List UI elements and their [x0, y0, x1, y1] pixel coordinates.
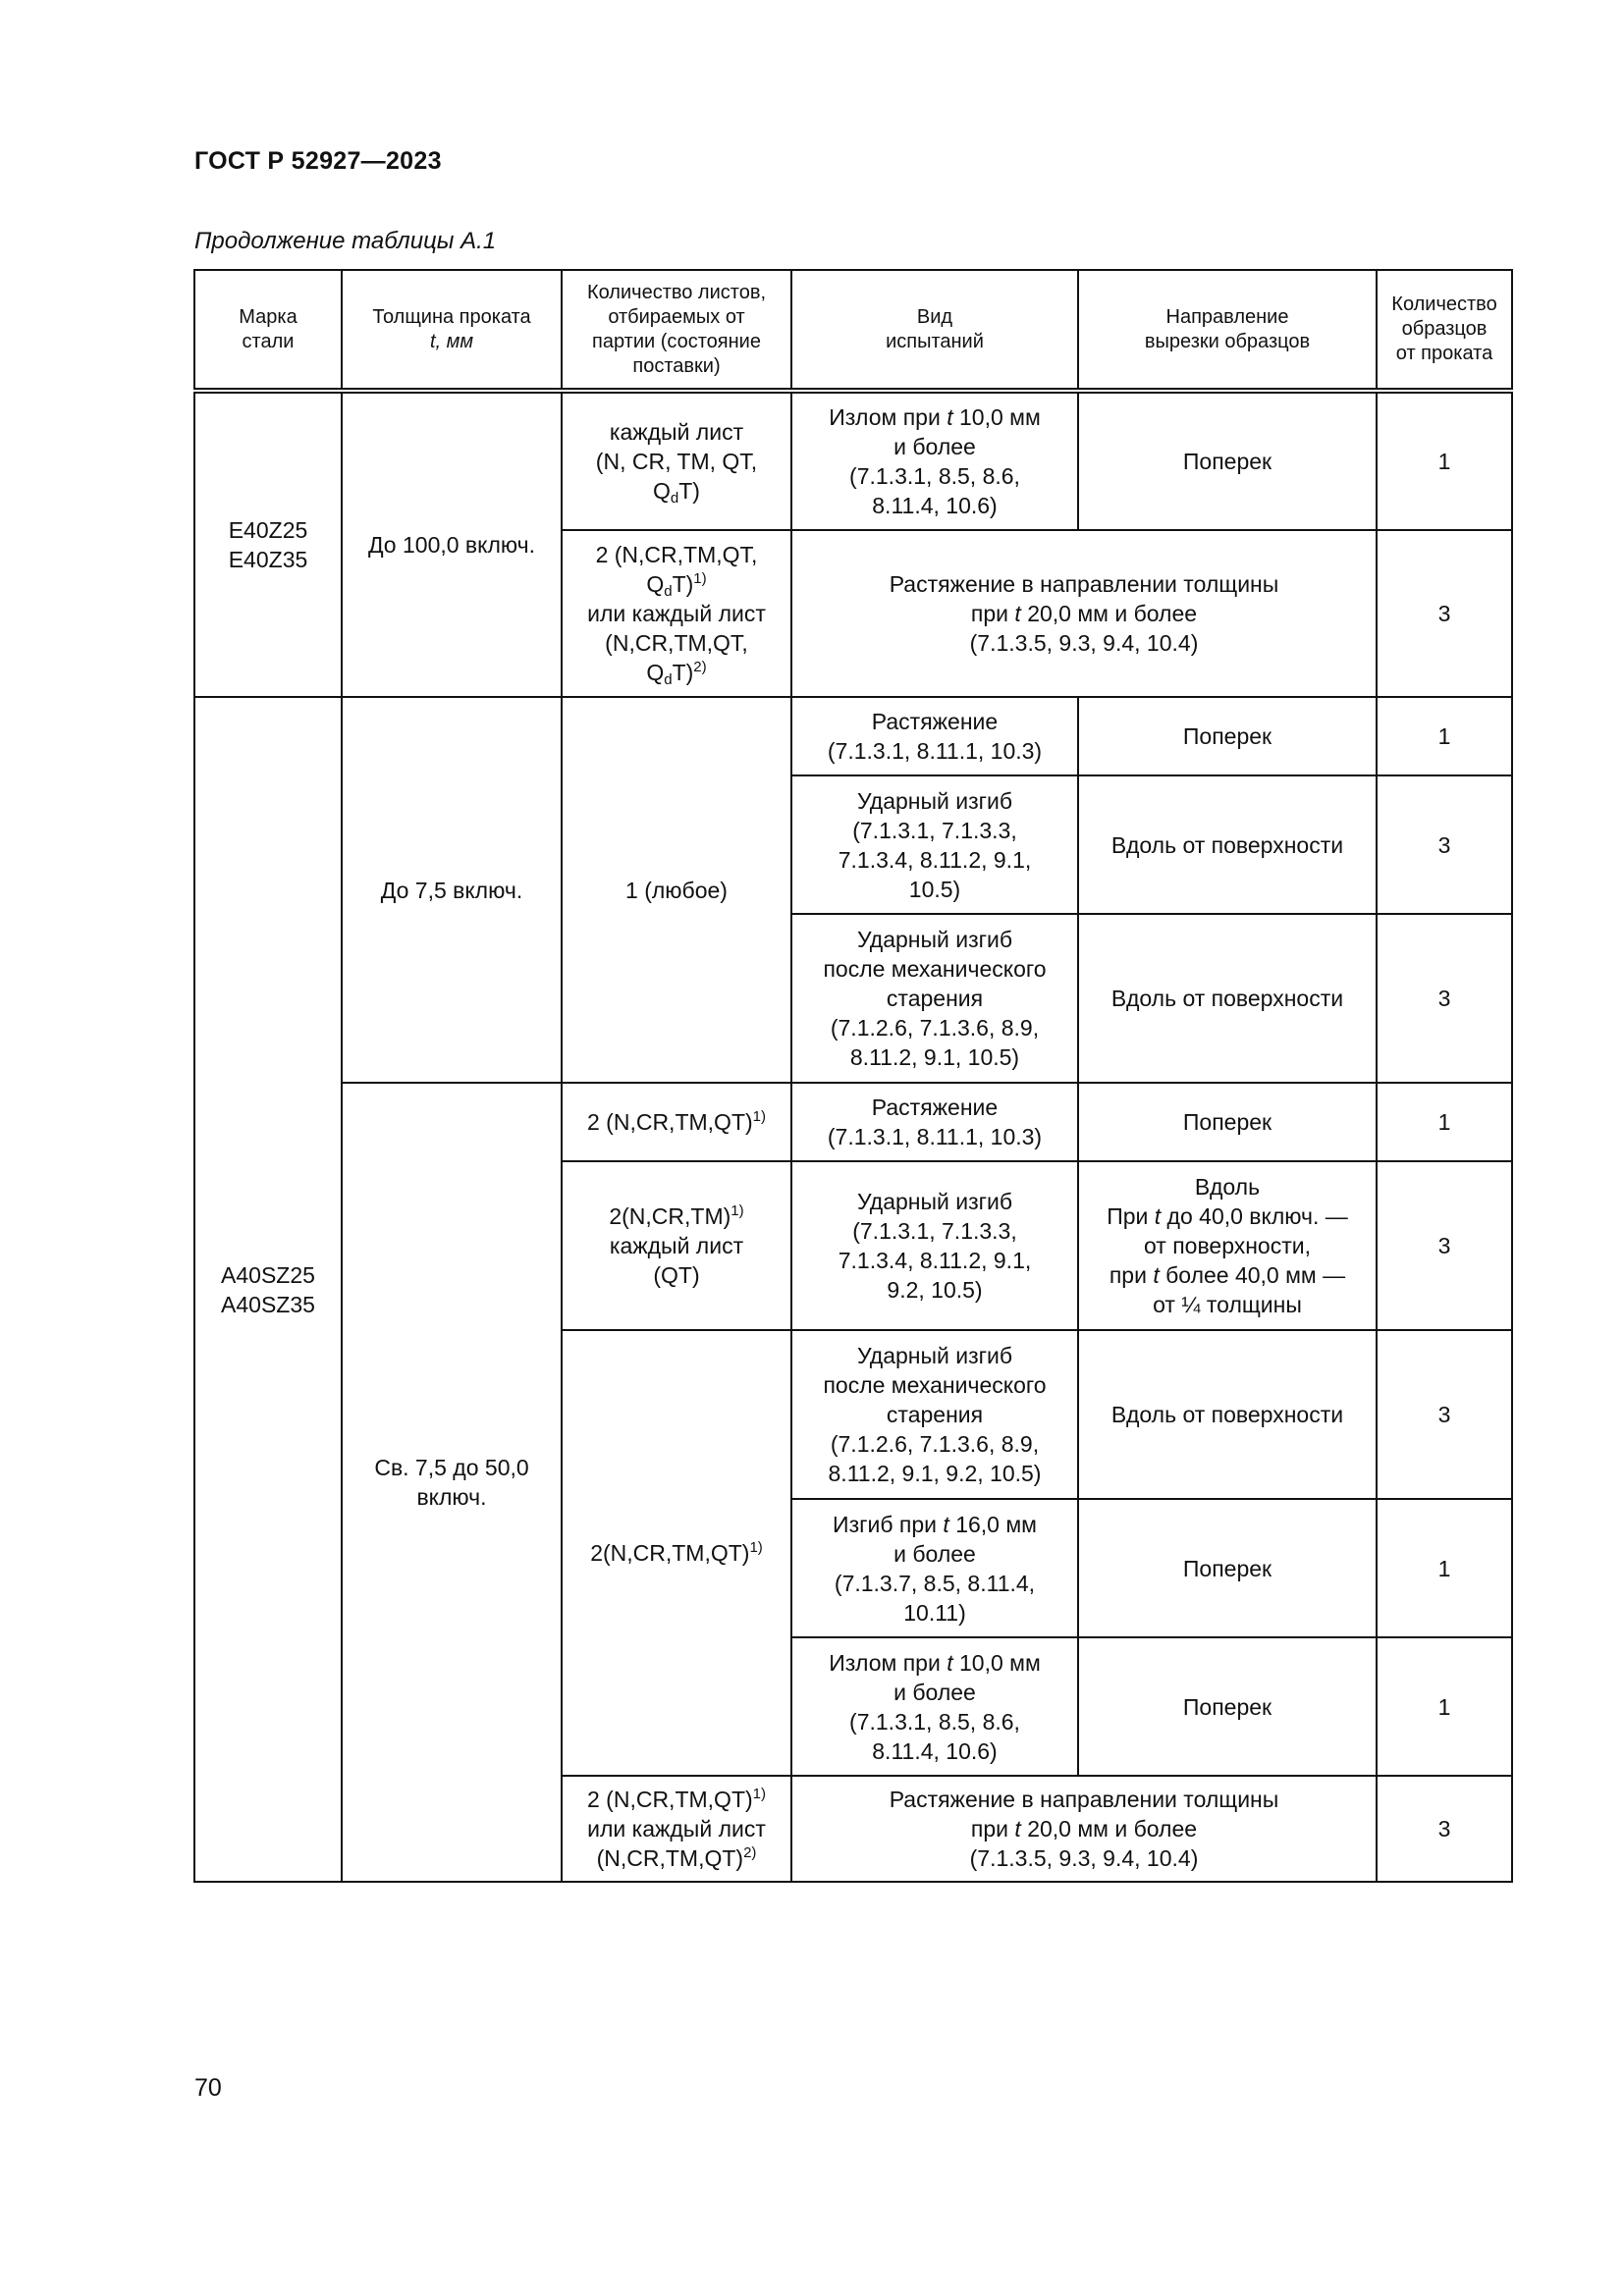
cell-sheets: $2(N,CR,TM)^{1)}$ каждый лист (QT): [562, 1161, 791, 1330]
cell-test: Растяжение (7.1.3.1, 8.11.1, 10.3): [791, 697, 1078, 775]
cell-direction: Вдоль от поверхности: [1078, 1330, 1377, 1499]
cell-count: 3: [1377, 1776, 1512, 1882]
cell-count: 3: [1377, 914, 1512, 1083]
table-row: [194, 1083, 1512, 1161]
cell-sheets: 1 (любое): [562, 697, 791, 1083]
cell-thickness: До 7,5 включ.: [342, 697, 562, 1083]
cell-count: 3: [1377, 530, 1512, 697]
cell-test: Ударный изгиб (7.1.3.1, 7.1.3.3, 7.1.3.4, 8.11.2, 9.1, 9.2, 10.5): [791, 1161, 1078, 1330]
cell-sheets: каждый лист (N, CR, TM, QT, $Q_dT$): [562, 391, 791, 530]
cell-count: 3: [1377, 1330, 1512, 1499]
test-requirements-table: [193, 269, 1513, 1883]
header-thickness: Толщина проката t, мм: [342, 270, 562, 391]
cell-test: Изгиб при t 16,0 мм и более (7.1.3.7, 8.5, 8.11.4, 10.11): [791, 1499, 1078, 1637]
cell-test: Ударный изгиб после механического старения (7.1.2.6, 7.1.3.6, 8.9, 8.11.2, 9.1, 10.5): [791, 914, 1078, 1083]
cell-test: Растяжение в направлении толщины при t 20,0 мм и более (7.1.3.5, 9.3, 9.4, 10.4): [791, 1776, 1377, 1882]
cell-grade: E40Z25 E40Z35: [194, 391, 342, 697]
cell-count: 3: [1377, 1161, 1512, 1330]
cell-test: Растяжение (7.1.3.1, 8.11.1, 10.3): [791, 1083, 1078, 1161]
cell-count: 1: [1377, 1499, 1512, 1637]
cell-count: 1: [1377, 391, 1512, 530]
cell-count: 1: [1377, 697, 1512, 775]
cell-sheets: $2(N,CR,TM,QT)^{1)}$: [562, 1330, 791, 1776]
table-header-row: [194, 270, 1512, 391]
cell-test: Излом при t 10,0 мм и более (7.1.3.1, 8.5, 8.6, 8.11.4, 10.6): [791, 1637, 1078, 1776]
cell-direction: Вдоль При t до 40,0 включ. — от поверхности, при t более 40,0 мм — от ¼ толщины: [1078, 1161, 1377, 1330]
cell-thickness: До 100,0 включ.: [342, 391, 562, 697]
cell-direction: Вдоль от поверхности: [1078, 775, 1377, 914]
cell-test: Ударный изгиб после механического старения (7.1.2.6, 7.1.3.6, 8.9, 8.11.2, 9.1, 9.2, 10.5): [791, 1330, 1078, 1499]
cell-grade: A40SZ25 A40SZ35: [194, 697, 342, 1882]
header-sample-direction: Направление вырезки образцов: [1078, 270, 1377, 391]
cell-sheets: 2 $(N,CR,TM,QT)^{1)}$: [562, 1083, 791, 1161]
table-row: [194, 697, 1512, 775]
cell-direction: Вдоль от поверхности: [1078, 914, 1377, 1083]
header-steel-grade: Марка стали: [194, 270, 342, 391]
document-title: ГОСТ Р 52927—2023: [194, 147, 442, 175]
cell-test: Ударный изгиб (7.1.3.1, 7.1.3.3, 7.1.3.4, 8.11.2, 9.1, 10.5): [791, 775, 1078, 914]
cell-count: 1: [1377, 1637, 1512, 1776]
cell-direction: Поперек: [1078, 1637, 1377, 1776]
cell-test: Излом при t 10,0 мм и более (7.1.3.1, 8.5, 8.6, 8.11.4, 10.6): [791, 391, 1078, 530]
page-number: 70: [194, 2074, 222, 2102]
cell-direction: Поперек: [1078, 391, 1377, 530]
cell-sheets: 2 (N,CR,TM,QT, $Q_dT)^{1)}$ или каждый лист (N,CR,TM,QT, $Q_dT)^{2)}$: [562, 530, 791, 697]
cell-thickness: Св. 7,5 до 50,0 включ.: [342, 1083, 562, 1882]
header-sample-count: Количество образцов от проката: [1377, 270, 1512, 391]
cell-direction: Поперек: [1078, 1083, 1377, 1161]
header-test-type: Вид испытаний: [791, 270, 1078, 391]
cell-count: 1: [1377, 1083, 1512, 1161]
cell-sheets: 2 $(N,CR,TM,QT)^{1)}$ или каждый лист $(N,CR,TM,QT)^{2)}$: [562, 1776, 791, 1882]
cell-direction: Поперек: [1078, 1499, 1377, 1637]
table-caption: Продолжение таблицы А.1: [194, 228, 497, 254]
cell-test: Растяжение в направлении толщины при t 20,0 мм и более (7.1.3.5, 9.3, 9.4, 10.4): [791, 530, 1377, 697]
cell-count: 3: [1377, 775, 1512, 914]
cell-direction: Поперек: [1078, 697, 1377, 775]
header-sheet-count: Количество листов, отбираемых от партии (состояние поставки): [562, 270, 791, 391]
table-row: [194, 391, 1512, 530]
